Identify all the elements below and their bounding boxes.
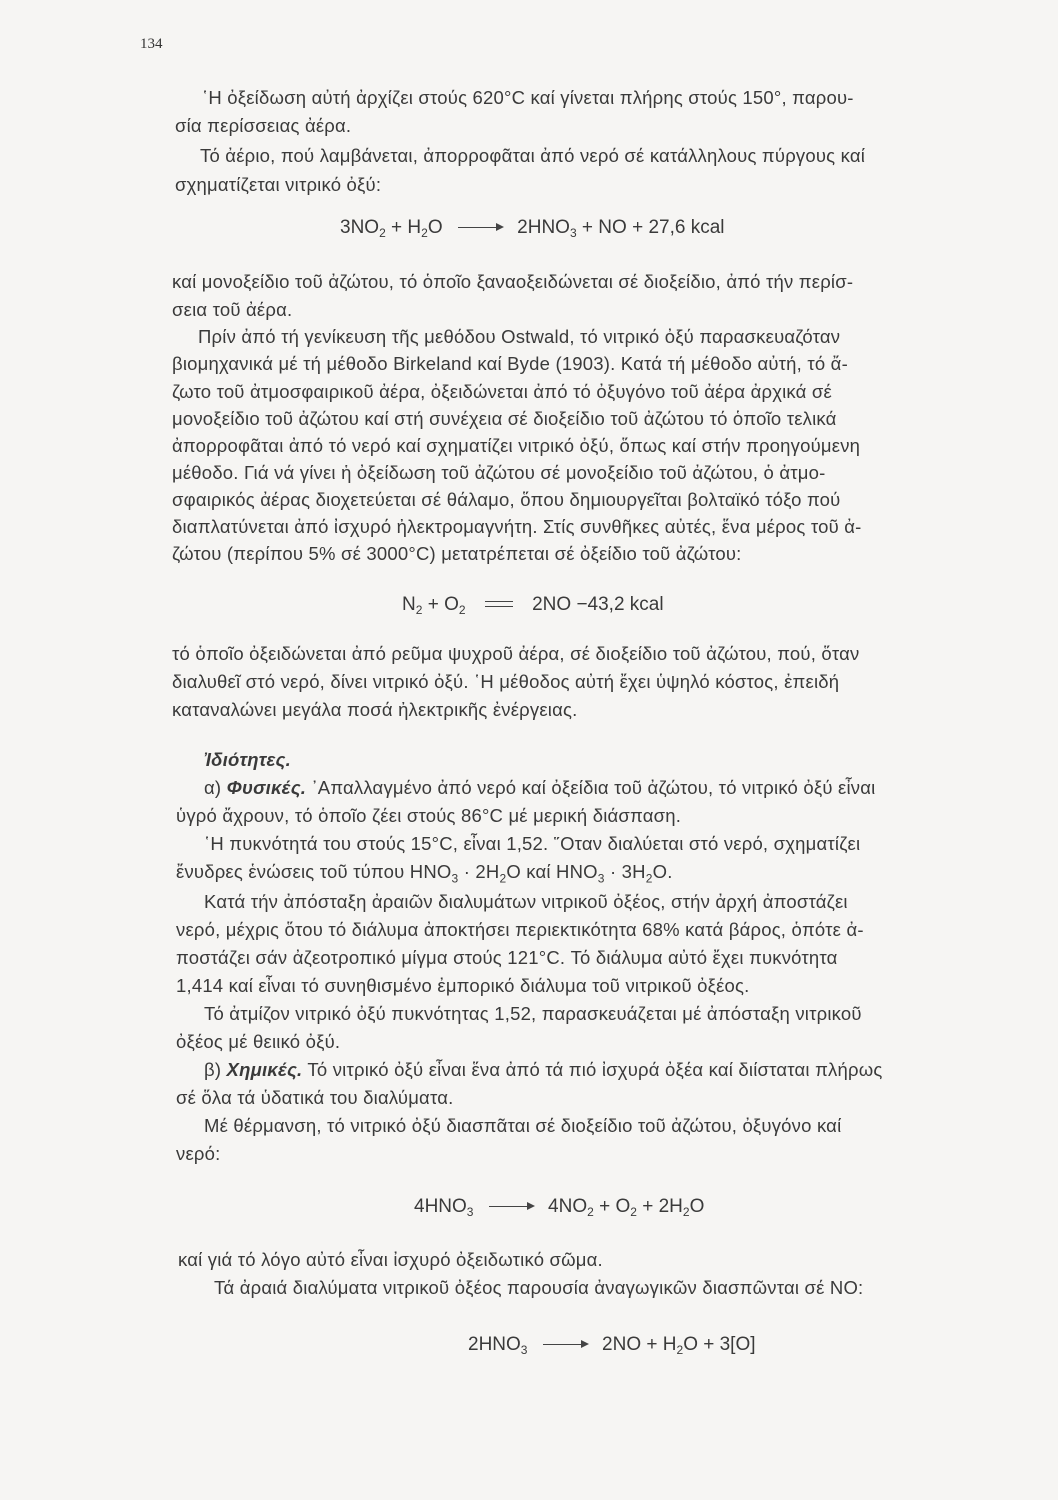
eq-term: O + 3[O] (683, 1334, 756, 1355)
eq-subscript: 2 (379, 226, 386, 240)
text-line: διαπλατύνεται ἀπό ἰσχυρό ἠλεκτρομαγνήτη. Στίς συνθῆκες αὐτές, ἕνα μέρος τοῦ ἀ- (172, 516, 862, 537)
eq-subscript: 2 (415, 603, 423, 617)
equation-nitrogen-oxygen (402, 594, 664, 616)
text-line (204, 1058, 882, 1082)
text-line (204, 776, 875, 800)
eq-term: 4HNO (414, 1196, 467, 1217)
text-line: ῾Η ὀξείδωση αὐτή ἀρχίζει στούς 620°C καί γίνεται πλήρης στούς 150°, παρου- (202, 87, 854, 108)
text-line: μέθοδο. Γιά νά γίνει ἡ ὀξείδωση τοῦ ἀζώτου σέ μονοξείδιο τοῦ ἀζώτου, ὁ ἀτμο- (172, 462, 826, 483)
text-line: βιομηχανικά μέ τή μέθοδο Birkeland καί Byde (1903). Κατά τή μέθοδο αὐτή, τό ἄ- (172, 353, 848, 374)
list-marker: β) (204, 1059, 222, 1080)
eq-term: 2NO + H (602, 1334, 677, 1355)
text-line: ῾Η πυκνότητά του στούς 15°C, εἶναι 1,52. ῞Οταν διαλύεται στό νερό, σχηματίζει (204, 833, 861, 854)
eq-subscript: 3 (520, 1343, 528, 1357)
text-line: ζωτο τοῦ ἀτμοσφαιρικοῦ ἀέρα, ὀξειδώνεται ἀπό τό ὀξυγόνο τοῦ ἀέρα ἀρχικά σέ (172, 381, 832, 402)
eq-term: 3NO (340, 217, 380, 238)
text-run: Τό νιτρικό ὀξύ εἶναι ἕνα ἀπό τά πιό ἰσχυρά ὀξέα καί διίσταται πλήρως (307, 1059, 883, 1080)
section-heading: Ἰδιότητες. (204, 749, 291, 770)
eq-term: N (402, 594, 416, 615)
text-run: · 2H (458, 861, 500, 882)
subheading-physical: Φυσικές. (226, 777, 307, 798)
text-line: Τό ἀτμίζον νιτρικό ὀξύ πυκνότητας 1,52, παρασκευάζεται μέ ἀπόσταξη νιτρικοῦ (204, 1003, 862, 1024)
text-run: ᾿Απαλλαγμένο ἀπό νερό καί ὀξείδια τοῦ ἀζώτου, τό νιτρικό ὀξύ εἶναι (311, 777, 876, 798)
eq-subscript: 3 (466, 1205, 474, 1219)
eq-subscript: 2 (458, 603, 466, 617)
eq-subscript: 2 (499, 871, 507, 886)
reaction-arrow-icon (458, 227, 502, 228)
eq-subscript: 2 (587, 1205, 594, 1219)
text-line: ὀξέος μέ θειικό ὀξύ. (176, 1031, 341, 1052)
text-line: σεια τοῦ ἀέρα. (172, 299, 293, 320)
eq-subscript: 3 (569, 226, 577, 240)
text-line: Κατά τήν ἀπόσταξη ἀραιῶν διαλυμάτων νιτρικοῦ ὀξέος, στήν ἀρχή ἀποστάζει (204, 891, 848, 912)
text-line: σχηματίζεται νιτρικό ὀξύ: (175, 174, 382, 195)
reaction-arrow-icon (543, 1344, 587, 1345)
text-line: ὑγρό ἄχρουν, τό ὁποῖο ζέει στούς 86°C μέ μερική διάσπαση. (176, 805, 682, 826)
text-line: σέ ὅλα τά ὑδατικά του διαλύματα. (176, 1087, 454, 1108)
text-line: μονοξείδιο τοῦ ἀζώτου καί στή συνέχεια σέ διοξείδιο τοῦ ἀζώτου τό ὁποῖο τελικά (172, 408, 837, 429)
text-line (176, 860, 673, 891)
text-line: 1,414 καί εἶναι τό συνηθισμένο ἐμπορικό διάλυμα τοῦ νιτρικοῦ ὀξέος. (176, 975, 750, 996)
text-line: ἀπορροφᾶται ἀπό τό νερό καί σχηματίζει νιτρικό ὀξύ, ὅπως καί στήν προηγούμενη (172, 435, 861, 456)
text-line: Τό ἀέριο, πού λαμβάνεται, ἀπορροφᾶται ἀπό νερό σέ κατάλληλους πύργους καί (200, 145, 866, 166)
text-line: καταναλώνει μεγάλα ποσά ἠλεκτρικῆς ἐνέργειας. (172, 699, 578, 720)
eq-term: + H (385, 217, 422, 238)
eq-subscript: 2 (630, 1205, 637, 1219)
text-run: O. (652, 861, 673, 882)
text-run: O καί HNO (506, 861, 598, 882)
equilibrium-arrow-icon (485, 600, 513, 609)
eq-subscript: 3 (597, 871, 605, 886)
eq-term: + O (593, 1196, 631, 1217)
eq-term: 2HNO (468, 1334, 521, 1355)
eq-subscript: 2 (421, 226, 428, 240)
eq-term: O (427, 217, 443, 238)
text-line: νερό: (176, 1143, 221, 1164)
eq-subscript: 3 (451, 871, 459, 886)
eq-term: 4NO (548, 1196, 588, 1217)
page-number: 134 (140, 36, 163, 52)
text-line: καί μονοξείδιο τοῦ ἀζώτου, τό ὁποῖο ξαναοξειδώνεται σέ διοξείδιο, ἀπό τήν περίσ- (172, 271, 854, 292)
eq-term: + 2H (636, 1196, 683, 1217)
text-line: τό ὁποῖο ὀξειδώνεται ἀπό ρεῦμα ψυχροῦ ἀέρα, σέ διοξείδιο τοῦ ἀζώτου, πού, ὅταν (172, 643, 860, 664)
list-marker: α) (204, 777, 222, 798)
text-line: σία περίσσειας ἀέρα. (175, 115, 352, 136)
equation-hno3-decomposition (414, 1196, 704, 1218)
subheading-chemical: Χημικές. (226, 1059, 303, 1080)
text-line: Μέ θέρμανση, τό νιτρικό ὀξύ διασπᾶται σέ διοξείδιο τοῦ ἀζώτου, ὀξυγόνο καί (204, 1115, 842, 1136)
text-line: ποστάζει σάν ἀζεοτροπικό μίγμα στούς 121°C. Τό διάλυμα αὐτό ἔχει πυκνότητα (176, 947, 838, 968)
text-line: σφαιρικός ἀέρας διοχετεύεται σέ θάλαμο, ὅπου δημιουργεῖται βολταϊκό τόξο πού (172, 489, 841, 510)
eq-subscript: 2 (645, 871, 653, 886)
equation-hno3-reduction (468, 1334, 756, 1356)
eq-term: 2HNO (517, 217, 570, 238)
eq-term: + O (422, 594, 459, 615)
text-line: Τά ἀραιά διαλύματα νιτρικοῦ ὀξέος παρουσία ἀναγωγικῶν διασπῶνται σέ NO: (214, 1277, 864, 1298)
eq-subscript: 2 (676, 1343, 684, 1357)
text-line: νερό, μέχρις ὅτου τό διάλυμα ἀποκτήσει περιεκτικότητα 68% κατά βάρος, ὁπότε ἀ- (176, 919, 864, 940)
text-line: ζώτου (περίπου 5% σέ 3000°C) μετατρέπεται σέ ὀξείδιο τοῦ ἀζώτου: (172, 543, 742, 564)
text-run: ἔνυδρες ἑνώσεις τοῦ τύπου HNO (176, 861, 452, 882)
eq-term: + NO + 27,6 kcal (576, 217, 725, 238)
text-line: διαλυθεῖ στό νερό, δίνει νιτρικό ὀξύ. ῾Η μέθοδος αὐτή ἔχει ὑψηλό κόστος, ἐπειδή (172, 671, 840, 692)
reaction-arrow-icon (489, 1206, 533, 1207)
text-line: καί γιά τό λόγο αὐτό εἶναι ἰσχυρό ὀξειδωτικό σῶμα. (178, 1249, 603, 1270)
text-line: Πρίν ἀπό τή γενίκευση τῆς μεθόδου Ostwald, τό νιτρικό ὀξύ παρασκευαζόταν (198, 326, 841, 347)
text-run: · 3H (604, 861, 646, 882)
equation-no2-water (340, 217, 725, 239)
eq-subscript: 2 (682, 1205, 690, 1219)
eq-term: O (689, 1196, 705, 1217)
eq-term: 2NO −43,2 kcal (532, 594, 664, 615)
